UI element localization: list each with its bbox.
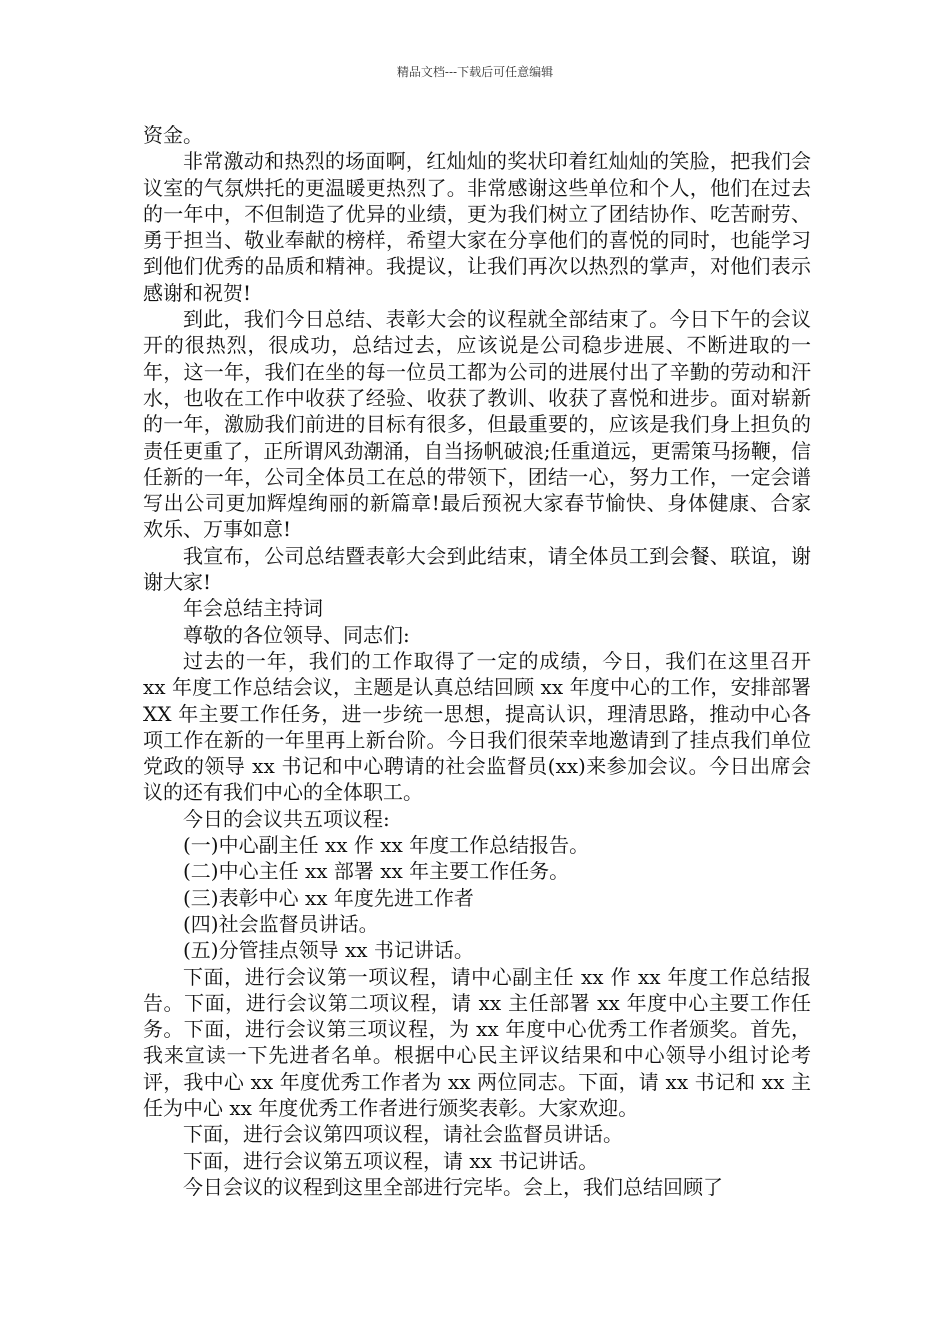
paragraph: 下面，进行会议第四项议程，请社会监督员讲话。 [183,1122,623,1147]
agenda-intro: 今日的会议共五项议程: [183,806,390,831]
paragraph: 我宣布，公司总结暨表彰大会到此结束，请全体员工到会餐、联谊，谢谢大家! [143,543,811,595]
salutation: 尊敬的各位领导、同志们: [183,622,410,647]
paragraph: 过去的一年，我们的工作取得了一定的成绩，今日，我们在这里召开 xx 年度工作总结会议，主题是认真总结回顾 xx 年度中心的工作，安排部署 XX 年主要工作任务，进一步统一思想，提高认识，理清思路，推动中心各项工作在新的一年里再上新台阶。今日我们很荣幸地邀请到了挂点我们单位党政的领导 xx 书记和中心聘请的社会监督员(xx)来参加会议。今日出席会议的还有我们中心的全体职工。 [143,648,811,805]
agenda-item: (三)表彰中心 xx 年度先进工作者 [183,885,474,910]
page-header: 精品文档---下载后可任意编辑 [396,65,554,79]
paragraph: 非常激动和热烈的场面啊，红灿灿的奖状印着红灿灿的笑脸，把我们会议室的气氛烘托的更温暖更热烈了。非常感谢这些单位和个人，他们在过去的一年中，不但制造了优异的业绩，更为我们树立了团结协作、吃苦耐劳、勇于担当、敬业奉献的榜样，希望大家在分享他们的喜悦的同时，也能学习到他们优秀的品质和精神。我提议，让我们再次以热烈的掌声，对他们表示感谢和祝贺! [143,149,811,305]
paragraph: 资金。 [143,123,203,147]
agenda-item: (五)分管挂点领导 xx 书记讲话。 [183,938,474,963]
paragraph: 下面，进行会议第一项议程，请中心副主任 xx 作 xx 年度工作总结报告。下面，进行会议第二项议程，请 xx 主任部署 xx 年度中心主要工作任务。下面，进行会议第三项议程，为 xx 年度中心优秀工作者颁奖。首先，我来宣读一下先进者名单。根据中心民主评议结果和中心领导小组讨论考评，我中心 xx 年度优秀工作者为 xx 两位同志。下面，请 xx 书记和 xx 主任为中心 xx 年度优秀工作者进行颁奖表彰。大家欢迎。 [143,964,811,1120]
paragraph: 今日会议的议程到这里全部进行完毕。会上，我们总结回顾了 [183,1174,723,1199]
agenda-item: (一)中心副主任 xx 作 xx 年度工作总结报告。 [183,833,590,858]
paragraph: 到此，我们今日总结、表彰大会的议程就全部结束了。今日下午的会议开的很热烈，很成功，总结过去，应该说是公司稳步进展、不断进取的一年，这一年，我们在坐的每一位员工都为公司的进展付出了辛勤的劳动和汗水，也收在工作中收获了经验、收获了教训、收获了喜悦和进步。面对崭新的一年，激励我们前进的目标有很多，但最重要的，应该是我们身上担负的责任更重了，正所谓风劲潮涌，自当扬帆破浪;任重道远，更需策马扬鞭，信任新的一年，公司全体员工在总的带领下，团结一心，努力工作，一定会谱写出公司更加辉煌绚丽的新篇章!最后预祝大家春节愉快、身体健康、合家欢乐、万事如意! [143,307,811,542]
agenda-item: (四)社会监督员讲话。 [183,911,379,936]
section-title: 年会总结主持词 [183,596,323,621]
agenda-item: (二)中心主任 xx 部署 xx 年主要工作任务。 [183,859,570,884]
paragraph: 下面，进行会议第五项议程，请 xx 书记讲话。 [183,1148,599,1173]
document-body [143,122,811,1200]
